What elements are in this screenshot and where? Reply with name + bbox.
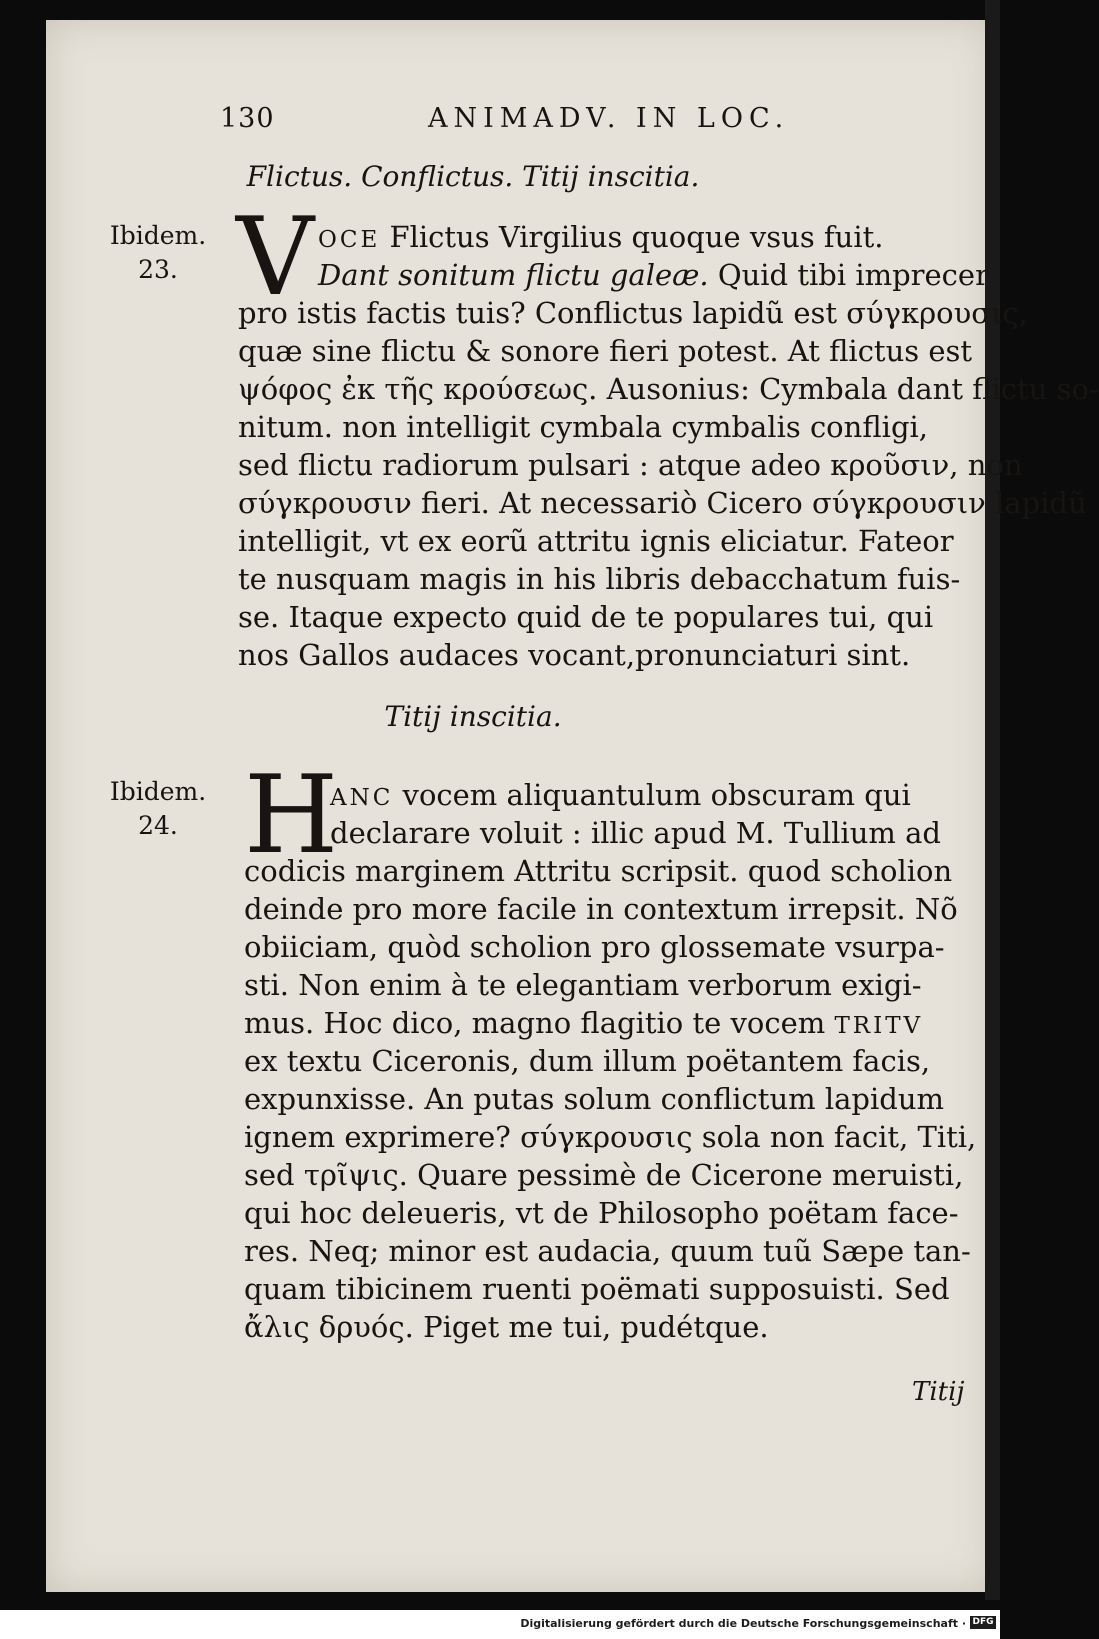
- text-line: se. Itaque expecto quid de te populares tui, qui: [238, 600, 934, 634]
- line-text: Flictus Virgilius quoque vsus fuit.: [380, 220, 884, 254]
- catchword: Titij: [912, 1377, 965, 1407]
- line-text: mus. Hoc dico, magno flagitio te vocem: [244, 1006, 826, 1040]
- text-line: qui hoc deleueris, vt de Philosopho poëtam face-: [244, 1196, 959, 1230]
- text-line: ψόφος ἐκ τῆς κρούσεως. Ausonius: Cymbala dant flictu so-: [238, 372, 1099, 406]
- text-line: res. Neq; minor est audacia, quum tuũ Sæpe tan-: [244, 1234, 971, 1268]
- text-line: nos Gallos audaces vocant,pronunciaturi sint.: [238, 638, 911, 672]
- small-caps-word: ANC: [330, 785, 394, 811]
- page-number: 130: [220, 103, 275, 134]
- text-line: quam tibicinem ruenti poëmati supposuisti. Sed: [244, 1272, 950, 1306]
- drop-cap: H: [244, 753, 339, 878]
- margin-note-line: 24.: [138, 811, 178, 840]
- text-line: intelligit, vt ex eorũ attritu ignis eliciatur. Fateor: [238, 524, 954, 558]
- line-text: vocem aliquantulum obscuram qui: [393, 778, 911, 812]
- text-line: obiiciam, quòd scholion pro glossemate vsurpa-: [244, 930, 945, 964]
- text-line: [318, 220, 883, 254]
- scan-edge: [985, 0, 1000, 1600]
- text-line: ἄλις δρυός. Piget me tui, pudétque.: [244, 1310, 769, 1344]
- text-line: ex textu Ciceronis, dum illum poëtantem facis,: [244, 1044, 931, 1078]
- text-line: declarare voluit : illic apud M. Tullium ad: [330, 816, 941, 850]
- small-caps-word: TRITV: [834, 1013, 924, 1039]
- footer-bar: [0, 1610, 1000, 1639]
- text-line: sti. Non enim à te elegantiam verborum exigi-: [244, 968, 922, 1002]
- text-line: pro istis factis tuis? Conflictus lapidũ est σύγκρουσις,: [238, 296, 1028, 330]
- funding-credit: Digitalisierung gefördert durch die Deutsche Forschungsgemeinschaft ·: [520, 1617, 966, 1630]
- text-line: codicis marginem Attritu scripsit. quod scholion: [244, 854, 953, 888]
- text-line: sed flictu radiorum pulsari : atque adeo κροῦσιν, non: [238, 448, 1023, 482]
- text-line: sed τρῖψις. Quare pessimè de Cicerone meruisti,: [244, 1158, 964, 1192]
- drop-cap: V: [236, 195, 314, 320]
- text-line: quæ sine flictu & sonore fieri potest. At flictus est: [238, 334, 973, 368]
- text-line: deinde pro more facile in contextum irrepsit. Nõ: [244, 892, 958, 926]
- text-line: [330, 778, 911, 812]
- line-text: Quid tibi imprecer: [708, 258, 989, 292]
- margin-note-line: Ibidem.: [109, 777, 207, 806]
- quote-italic: Dant sonitum flictu galeæ.: [318, 258, 709, 292]
- small-caps-word: OCE: [318, 227, 381, 253]
- text-line: nitum. non intelligit cymbala cymbalis confligi,: [238, 410, 928, 444]
- text-line: te nusquam magis in his libris debacchatum fuis-: [238, 562, 961, 596]
- margin-note-line: Ibidem.: [109, 221, 207, 250]
- text-line: [318, 258, 989, 292]
- text-line: [244, 1006, 923, 1040]
- text-line: σύγκρουσιν fieri. At necessariò Cicero σύγκρουσιν lapidũ: [238, 486, 1087, 520]
- margin-note-line: 23.: [138, 255, 178, 284]
- running-title: ANIMADV. IN LOC.: [428, 103, 790, 134]
- text-line: expunxisse. An putas solum conflictum lapidum: [244, 1082, 944, 1116]
- section-heading: Flictus. Conflictus. Titij inscitia.: [246, 160, 700, 193]
- section-heading: Titij inscitia.: [384, 700, 562, 733]
- text-line: ignem exprimere? σύγκρουσις sola non facit, Titi,: [244, 1120, 977, 1154]
- dfg-logo: DFG: [970, 1616, 996, 1629]
